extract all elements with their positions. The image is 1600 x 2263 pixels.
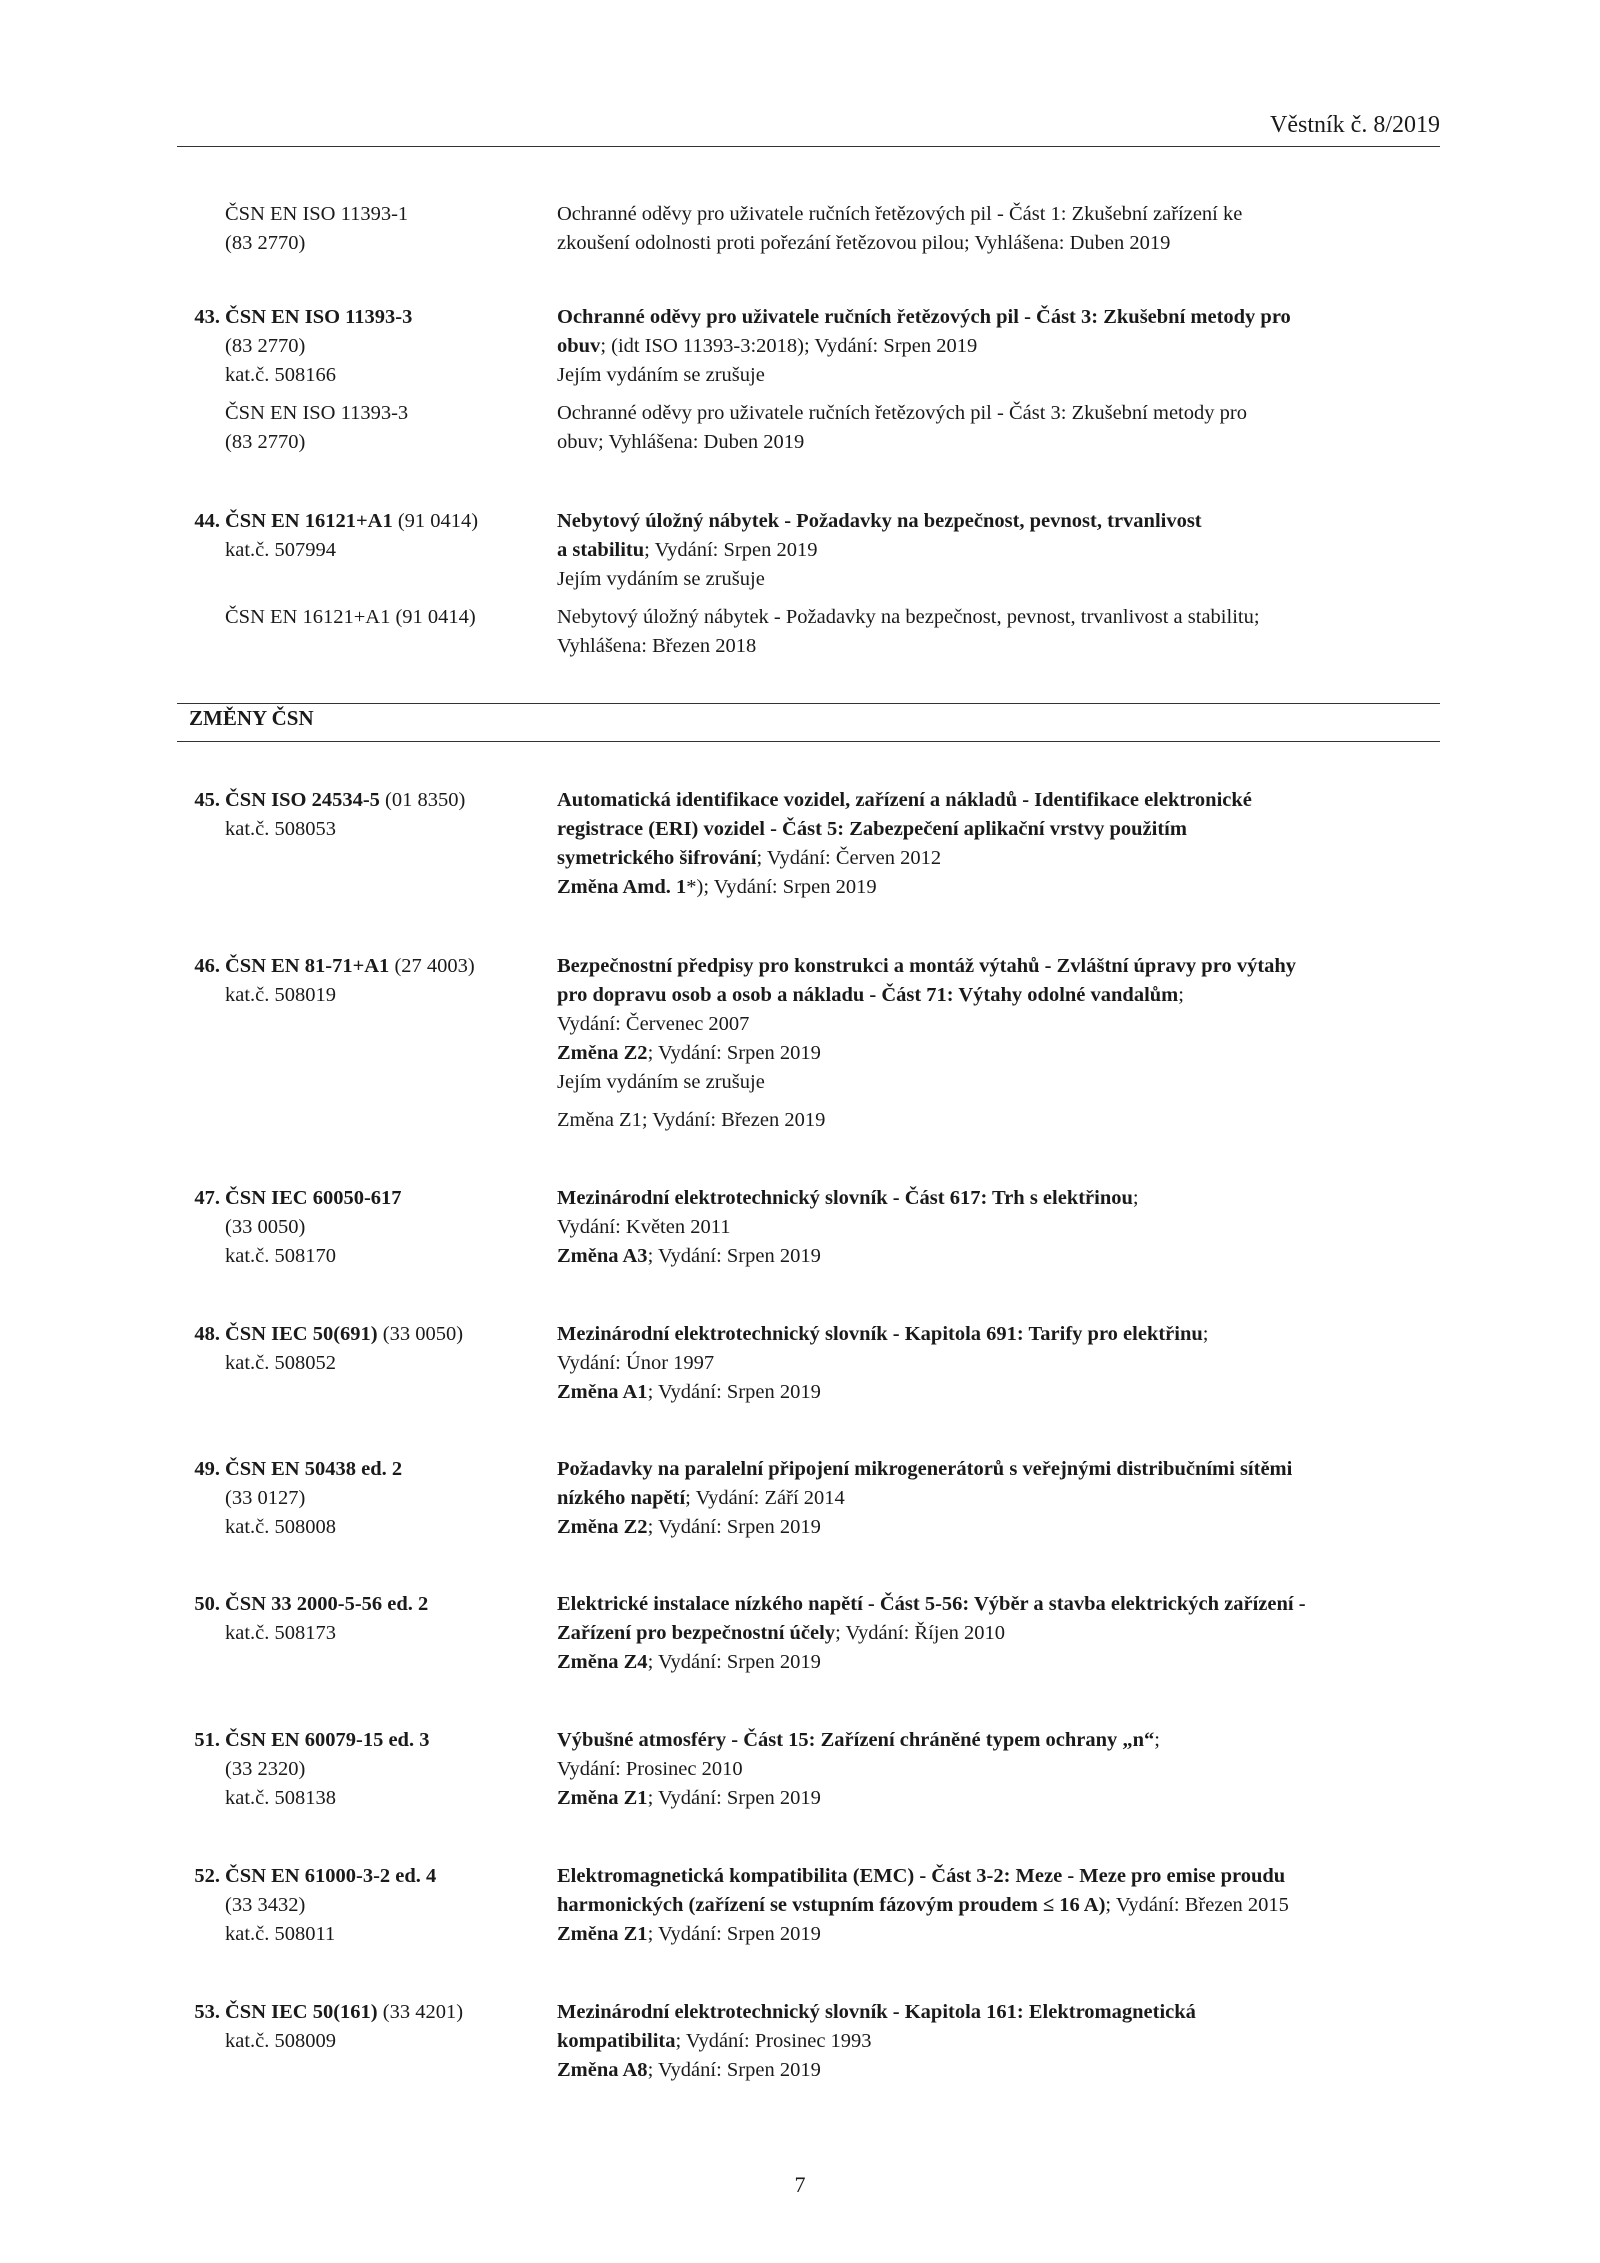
text-segment: kat.č. 508166 (225, 364, 337, 386)
code-line (225, 428, 545, 457)
code-line (225, 1891, 545, 1920)
text-segment: Nebytový úložný nábytek - Požadavky na bezpečnost, pevnost, trvanlivost a stabilitu; (557, 606, 1260, 628)
entry-number: 49. (194, 1458, 220, 1480)
title-line (557, 565, 1457, 594)
text-segment: ČSN EN 60079-15 ed. 3 (225, 1729, 430, 1751)
code-line (225, 1242, 545, 1271)
text-segment: Jejím vydáním se zrušuje (557, 568, 765, 590)
standard-title-column (557, 603, 1457, 661)
title-line (557, 1068, 1457, 1097)
entry-number: 44. (194, 510, 220, 532)
title-line (557, 1106, 1457, 1135)
standard-entry (0, 303, 1600, 466)
text-segment: kat.č. 508052 (225, 1352, 337, 1374)
text-segment: *); Vydání: Srpen 2019 (686, 876, 877, 898)
text-segment: symetrického šifrování (557, 847, 757, 869)
standard-code-column (194, 786, 545, 844)
title-line (557, 786, 1457, 815)
standard-entry (0, 1862, 1600, 1958)
text-segment: (33 0127) (225, 1487, 306, 1509)
title-line (557, 1755, 1457, 1784)
code-line (194, 1590, 545, 1619)
text-segment: (83 2770) (225, 335, 306, 357)
entry-row (0, 1862, 1600, 1949)
entry-row (0, 1726, 1600, 1813)
standard-entry (0, 1184, 1600, 1280)
text-segment: registrace (ERI) vozidel - Část 5: Zabezpečení aplikační vrstvy použitím (557, 818, 1187, 840)
title-line (557, 1184, 1457, 1213)
text-segment: Vydání: Květen 2011 (557, 1216, 731, 1238)
standard-title-column (557, 200, 1457, 258)
title-line (557, 1998, 1457, 2027)
standard-title-column (557, 1106, 1457, 1135)
title-line (557, 1784, 1457, 1813)
text-segment: ; (1154, 1729, 1160, 1751)
standard-code-column (194, 1862, 545, 1949)
entry-row (0, 1998, 1600, 2085)
code-line (225, 1784, 545, 1813)
standard-code-column (194, 1184, 545, 1271)
entry-number: 45. (194, 789, 220, 811)
journal-header: Věstník č. 8/2019 (1270, 112, 1440, 138)
section-divider-bottom (177, 741, 1440, 742)
text-segment: Vydání: Únor 1997 (557, 1352, 715, 1374)
text-segment: ; Vydání: Srpen 2019 (647, 1787, 821, 1809)
code-line (194, 1455, 545, 1484)
title-line (557, 229, 1457, 258)
text-segment: ; Vydání: Září 2014 (685, 1487, 845, 1509)
title-line (557, 844, 1457, 873)
text-segment: Mezinárodní elektrotechnický slovník - Kapitola 161: Elektromagnetická (557, 2001, 1196, 2023)
text-segment: ČSN EN 61000-3-2 ed. 4 (225, 1865, 437, 1887)
standard-code-column (194, 507, 545, 565)
title-line (557, 1010, 1457, 1039)
entry-number: 51. (194, 1729, 220, 1751)
text-segment: ČSN EN 50438 ed. 2 (225, 1458, 403, 1480)
standard-entry (0, 1320, 1600, 1416)
entry-row (0, 1320, 1600, 1407)
text-segment: ČSN EN ISO 11393-3 (225, 402, 409, 424)
text-segment: (33 4201) (377, 2001, 464, 2023)
text-segment: Výbušné atmosféry - Část 15: Zařízení chráněné typem ochrany „n“ (557, 1729, 1155, 1751)
text-segment: Ochranné oděvy pro uživatele ručních řetězových pil - Část 3: Zkušební metody pro (557, 306, 1291, 328)
title-line (557, 1590, 1457, 1619)
text-segment: ČSN 33 2000-5-56 ed. 2 (225, 1593, 429, 1615)
title-line (557, 1455, 1457, 1484)
text-segment: Bezpečnostní předpisy pro konstrukci a montáž výtahů - Zvláštní úpravy pro výtahy (557, 955, 1297, 977)
text-segment: ; Vydání: Srpen 2019 (647, 1245, 821, 1267)
standard-title-column (557, 303, 1457, 390)
text-segment: ; Vydání: Prosinec 1993 (675, 2030, 872, 2052)
title-line (557, 399, 1457, 428)
standard-entry (0, 1455, 1600, 1551)
text-segment: obuv (557, 335, 601, 357)
title-line (557, 632, 1457, 661)
title-line (557, 200, 1457, 229)
title-line (557, 428, 1457, 457)
text-segment: Ochranné oděvy pro uživatele ručních řetězových pil - Část 1: Zkušební zařízení ke (557, 203, 1243, 225)
text-segment: (33 0050) (377, 1323, 464, 1345)
code-line (225, 361, 545, 390)
entry-number: 52. (194, 1865, 220, 1887)
text-segment: kat.č. 508170 (225, 1245, 337, 1267)
title-line (557, 1213, 1457, 1242)
code-line (225, 1755, 545, 1784)
entry-number: 50. (194, 1593, 220, 1615)
text-segment: Změna Z2 (557, 1516, 648, 1538)
text-segment: Nebytový úložný nábytek - Požadavky na bezpečnost, pevnost, trvanlivost (557, 510, 1202, 532)
code-line (225, 229, 545, 258)
title-line (557, 603, 1457, 632)
entry-row (0, 1184, 1600, 1271)
standard-code-column (225, 200, 545, 258)
code-line (225, 1920, 545, 1949)
text-segment: ČSN IEC 50(161) (225, 2001, 378, 2023)
code-line (225, 815, 545, 844)
code-line (194, 507, 545, 536)
title-line (557, 507, 1457, 536)
title-line (557, 1619, 1457, 1648)
text-segment: ; Vydání: Březen 2015 (1105, 1894, 1289, 1916)
text-segment: ČSN EN 81-71+A1 (225, 955, 390, 977)
code-line (194, 1998, 545, 2027)
entry-row (0, 303, 1600, 390)
title-line (557, 1320, 1457, 1349)
text-segment: ; Vydání: Srpen 2019 (647, 1516, 821, 1538)
text-segment: Jejím vydáním se zrušuje (557, 364, 765, 386)
text-segment: kat.č. 508011 (225, 1923, 336, 1945)
text-segment: Změna A8 (557, 2059, 648, 2081)
text-segment: (33 3432) (225, 1894, 306, 1916)
code-line (225, 399, 545, 428)
text-segment: ; Vydání: Srpen 2019 (647, 1381, 821, 1403)
entry-row (0, 1590, 1600, 1677)
standard-entry (0, 1590, 1600, 1686)
standard-title-column (557, 786, 1457, 902)
text-segment: Vydání: Červenec 2007 (557, 1013, 750, 1035)
standard-code-column (194, 1455, 545, 1542)
title-line (557, 2027, 1457, 2056)
title-line (557, 1039, 1457, 1068)
standard-entry (0, 200, 1600, 267)
code-line (194, 303, 545, 332)
text-segment: (33 0050) (225, 1216, 306, 1238)
title-line (557, 1378, 1457, 1407)
code-line (194, 786, 545, 815)
title-line (557, 1242, 1457, 1271)
code-line (225, 200, 545, 229)
text-segment: ČSN EN 16121+A1 (91 0414) (225, 606, 476, 628)
text-segment: (91 0414) (392, 510, 479, 532)
text-segment: kompatibilita (557, 2030, 676, 2052)
standard-entry (0, 507, 1600, 670)
code-line (225, 1213, 545, 1242)
text-segment: ; Vydání: Srpen 2019 (647, 1651, 821, 1673)
title-line (557, 981, 1457, 1010)
text-segment: Ochranné oděvy pro uživatele ručních řetězových pil - Část 3: Zkušební metody pro (557, 402, 1247, 424)
standard-code-column (194, 1320, 545, 1378)
text-segment: ČSN ISO 24534-5 (225, 789, 380, 811)
text-segment: ; Vydání: Červen 2012 (756, 847, 942, 869)
text-segment: kat.č. 508053 (225, 818, 337, 840)
text-segment: ; Vydání: Srpen 2019 (647, 1042, 821, 1064)
text-segment: ; Vydání: Srpen 2019 (647, 1923, 821, 1945)
section-title: ZMĚNY ČSN (189, 706, 314, 730)
text-segment: ; Vydání: Srpen 2019 (644, 539, 818, 561)
standard-code-column (225, 603, 545, 632)
title-line (557, 1349, 1457, 1378)
entry-row (0, 507, 1600, 594)
text-segment: ; Vydání: Říjen 2010 (835, 1622, 1005, 1644)
standard-title-column (557, 1998, 1457, 2085)
entry-number: 46. (194, 955, 220, 977)
text-segment: Požadavky na paralelní připojení mikrogenerátorů s veřejnými distribučními sítěmi (557, 1458, 1293, 1480)
text-segment: ; (1202, 1323, 1209, 1345)
standard-code-column (194, 1590, 545, 1648)
title-line (557, 952, 1457, 981)
entry-row (0, 786, 1600, 902)
standard-title-column (557, 1590, 1457, 1677)
text-segment: obuv; Vyhlášena: Duben 2019 (557, 431, 805, 453)
text-segment: Změna Amd. 1 (557, 876, 687, 898)
code-line (225, 1484, 545, 1513)
code-line (194, 1862, 545, 1891)
standard-code-column (194, 952, 545, 1010)
text-segment: Vyhlášena: Březen 2018 (557, 635, 757, 657)
title-line (557, 1513, 1457, 1542)
entry-number: 48. (194, 1323, 220, 1345)
code-line (225, 332, 545, 361)
text-segment: ; (idt ISO 11393-3:2018); Vydání: Srpen 2019 (600, 335, 978, 357)
text-segment: pro dopravu osob a osob a nákladu - Část 71: Výtahy odolné vandalům (557, 984, 1179, 1006)
entry-number: 53. (194, 2001, 220, 2023)
text-segment: Mezinárodní elektrotechnický slovník - Kapitola 691: Tarify pro elektřinu (557, 1323, 1203, 1345)
standard-entry (0, 786, 1600, 911)
text-segment: (33 2320) (225, 1758, 306, 1780)
standard-entry (0, 1998, 1600, 2094)
code-line (194, 952, 545, 981)
standard-title-column (557, 1726, 1457, 1813)
code-line (225, 1349, 545, 1378)
text-segment: kat.č. 507994 (225, 539, 337, 561)
entry-number: 43. (194, 306, 220, 328)
title-line (557, 1862, 1457, 1891)
standard-title-column (557, 1184, 1457, 1271)
code-line (225, 1513, 545, 1542)
code-line (225, 2027, 545, 2056)
text-segment: Změna Z1 (557, 1787, 648, 1809)
title-line (557, 2056, 1457, 2085)
text-segment: Změna Z1; Vydání: Březen 2019 (557, 1109, 826, 1131)
code-line (194, 1320, 545, 1349)
text-segment: Vydání: Prosinec 2010 (557, 1758, 743, 1780)
title-line (557, 332, 1457, 361)
text-segment: harmonických (zařízení se vstupním fázovým proudem ≤ 16 A) (557, 1894, 1106, 1916)
standard-entry (0, 952, 1600, 1144)
entry-row (0, 952, 1600, 1097)
text-segment: Změna Z4 (557, 1651, 648, 1673)
text-segment: nízkého napětí (557, 1487, 686, 1509)
title-line (557, 815, 1457, 844)
text-segment: kat.č. 508008 (225, 1516, 337, 1538)
entry-row (0, 1455, 1600, 1542)
text-segment: Změna Z2 (557, 1042, 648, 1064)
text-segment: a stabilitu (557, 539, 645, 561)
text-segment: ČSN EN ISO 11393-1 (225, 203, 409, 225)
code-line (225, 1619, 545, 1648)
text-segment: (83 2770) (225, 431, 306, 453)
text-segment: Zařízení pro bezpečnostní účely (557, 1622, 836, 1644)
title-line (557, 873, 1457, 902)
text-segment: ; Vydání: Srpen 2019 (647, 2059, 821, 2081)
entry-row (0, 200, 1600, 258)
entry-row (0, 399, 1600, 457)
standard-code-column (194, 1726, 545, 1813)
section-divider-top (177, 703, 1440, 704)
text-segment: Jejím vydáním se zrušuje (557, 1071, 765, 1093)
page-number: 7 (794, 2172, 806, 2197)
standard-title-column (557, 507, 1457, 594)
code-line (194, 1726, 545, 1755)
code-line (225, 981, 545, 1010)
text-segment: Automatická identifikace vozidel, zařízení a nákladů - Identifikace elektronické (557, 789, 1252, 811)
title-line (557, 1920, 1457, 1949)
text-segment: Mezinárodní elektrotechnický slovník - Část 617: Trh s elektřinou (557, 1187, 1133, 1209)
title-line (557, 303, 1457, 332)
standard-code-column (194, 1998, 545, 2056)
text-segment: kat.č. 508009 (225, 2030, 337, 2052)
code-line (225, 536, 545, 565)
entry-row (0, 1106, 1600, 1135)
text-segment: Elektromagnetická kompatibilita (EMC) - Část 3-2: Meze - Meze pro emise proudu (557, 1865, 1286, 1887)
text-segment: kat.č. 508019 (225, 984, 337, 1006)
text-segment: ; (1132, 1187, 1139, 1209)
header-divider (177, 146, 1440, 147)
text-segment: ČSN EN 16121+A1 (225, 510, 393, 532)
text-segment: ČSN EN ISO 11393-3 (225, 306, 413, 328)
text-segment: Změna Z1 (557, 1923, 648, 1945)
text-segment: ČSN IEC 60050-617 (225, 1187, 402, 1209)
standard-title-column (557, 1320, 1457, 1407)
title-line (557, 361, 1457, 390)
standard-entry (0, 1726, 1600, 1822)
title-line (557, 1648, 1457, 1677)
text-segment: ; (1178, 984, 1184, 1006)
title-line (557, 536, 1457, 565)
standard-code-column (225, 399, 545, 457)
text-segment: zkoušení odolnosti proti pořezání řetězovou pilou; Vyhlášena: Duben 2019 (557, 232, 1171, 254)
text-segment: Elektrické instalace nízkého napětí - Část 5-56: Výběr a stavba elektrických zařízení - (557, 1593, 1306, 1615)
entry-number: 47. (194, 1187, 220, 1209)
standard-code-column (194, 303, 545, 390)
standard-title-column (557, 399, 1457, 457)
code-line (225, 603, 545, 632)
title-line (557, 1484, 1457, 1513)
text-segment: ČSN IEC 50(691) (225, 1323, 378, 1345)
code-line (194, 1184, 545, 1213)
standard-title-column (557, 1455, 1457, 1542)
text-segment: (83 2770) (225, 232, 306, 254)
entry-row (0, 603, 1600, 661)
text-segment: Změna A3 (557, 1245, 648, 1267)
text-segment: (27 4003) (389, 955, 475, 977)
text-segment: Změna A1 (557, 1381, 648, 1403)
standard-title-column (557, 1862, 1457, 1949)
text-segment: (01 8350) (379, 789, 466, 811)
title-line (557, 1891, 1457, 1920)
text-segment: kat.č. 508138 (225, 1787, 337, 1809)
title-line (557, 1726, 1457, 1755)
text-segment: kat.č. 508173 (225, 1622, 337, 1644)
standard-title-column (557, 952, 1457, 1097)
